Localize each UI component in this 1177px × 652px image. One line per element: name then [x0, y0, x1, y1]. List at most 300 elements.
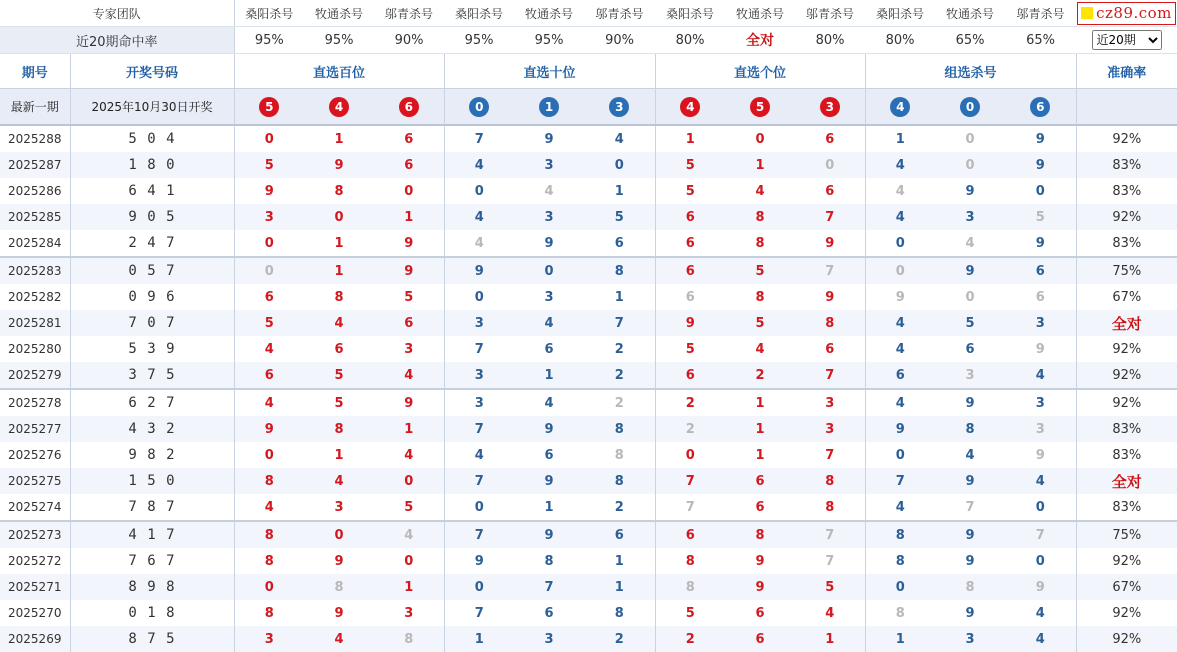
kill-number: 6	[334, 341, 344, 357]
kill-number: 9	[865, 416, 935, 442]
kill-number: 6	[965, 341, 975, 357]
accuracy-value: 全对	[1076, 468, 1177, 494]
latest-date: 2025年10月30日开奖	[70, 89, 234, 126]
latest-ball-cell	[795, 89, 865, 126]
hit-rate: 95%	[234, 27, 304, 54]
logo-text: cz89.com	[1096, 4, 1172, 22]
issue-number: 2025283	[0, 257, 70, 284]
latest-ball-cell	[865, 89, 935, 126]
kill-number: 0	[1005, 494, 1076, 521]
kill-number: 4	[304, 468, 374, 494]
kill-number: 9	[935, 468, 1005, 494]
kill-number: 4	[374, 521, 444, 548]
kill-number: 4	[304, 310, 374, 336]
kill-number: 4	[264, 341, 274, 357]
hit-rate: 90%	[374, 27, 444, 54]
ball: 0	[469, 97, 489, 117]
table-row	[0, 416, 1177, 442]
expert-header-row	[0, 0, 1177, 27]
accuracy-value: 92%	[1076, 389, 1177, 416]
accuracy-value: 75%	[1076, 257, 1177, 284]
kill-number: 6	[544, 605, 554, 621]
kill-number: 8	[584, 600, 655, 626]
kill-number: 4	[1005, 626, 1076, 652]
kill-number: 4	[895, 183, 905, 199]
col-hundreds: 直选百位	[234, 54, 444, 89]
kill-number: 0	[1005, 548, 1076, 574]
kill-number: 1	[444, 626, 514, 652]
kill-number: 0	[865, 574, 935, 600]
kill-number: 2	[655, 626, 725, 652]
kill-number: 8	[264, 605, 274, 621]
hit-rate-row	[0, 27, 1177, 54]
kill-number: 4	[374, 442, 444, 468]
kill-number: 5	[304, 389, 374, 416]
kill-number: 9	[544, 235, 554, 251]
kill-number: 9	[1005, 574, 1076, 600]
kill-number: 8	[234, 468, 304, 494]
kill-number: 0	[304, 204, 374, 230]
kill-number: 6	[544, 447, 554, 463]
kill-number: 9	[444, 257, 514, 284]
kill-number: 1	[584, 548, 655, 574]
kill-number: 0	[965, 131, 975, 147]
table-row	[0, 336, 1177, 362]
expert-name: 邬青杀号	[795, 0, 865, 27]
kill-number: 8	[685, 553, 695, 569]
kill-number: 5	[685, 605, 695, 621]
kill-number: 0	[1005, 178, 1076, 204]
kill-number: 9	[795, 284, 865, 310]
accuracy-value: 67%	[1112, 289, 1142, 305]
latest-ball-cell	[444, 89, 514, 126]
kill-number: 8	[935, 574, 1005, 600]
kill-number: 7	[795, 362, 865, 389]
kill-number: 0	[474, 289, 484, 305]
issue-number: 2025285	[0, 204, 70, 230]
kill-number: 6	[755, 499, 765, 515]
kill-number: 5	[655, 152, 725, 178]
kill-number: 4	[795, 600, 865, 626]
kill-number: 3	[374, 600, 444, 626]
kill-number: 2	[584, 626, 655, 652]
accuracy-value: 83%	[1076, 416, 1177, 442]
issue-number: 2025269	[0, 626, 70, 652]
logo-cell	[1076, 0, 1177, 27]
kill-number: 2	[584, 336, 655, 362]
latest-label: 最新一期	[0, 89, 70, 126]
kill-number: 0	[474, 499, 484, 515]
kill-number: 7	[655, 468, 725, 494]
issue-number: 2025278	[0, 389, 70, 416]
kill-number: 1	[374, 416, 444, 442]
kill-number: 2	[655, 389, 725, 416]
issue-number: 2025277	[0, 416, 70, 442]
kill-number: 0	[865, 257, 935, 284]
kill-number: 6	[655, 521, 725, 548]
draw-number: 8 9 8	[70, 574, 234, 600]
kill-number: 4	[514, 389, 584, 416]
hit-rate-label: 近20期命中率	[0, 27, 234, 54]
kill-number: 6	[685, 289, 695, 305]
kill-number: 7	[444, 416, 514, 442]
kill-number: 8	[655, 574, 725, 600]
kill-number: 4	[234, 389, 304, 416]
accuracy-value: 75%	[1076, 521, 1177, 548]
issue-number: 2025281	[0, 310, 70, 336]
issue-number: 2025280	[0, 336, 70, 362]
kill-number: 0	[264, 447, 274, 463]
draw-number: 3 7 5	[70, 362, 234, 389]
issue-number: 2025273	[0, 521, 70, 548]
ball: 4	[329, 97, 349, 117]
latest-ball-cell	[935, 89, 1005, 126]
kill-number: 9	[304, 152, 374, 178]
kill-number: 9	[474, 553, 484, 569]
ball: 3	[820, 97, 840, 117]
kill-number: 5	[304, 362, 374, 389]
kill-number: 0	[795, 152, 865, 178]
kill-number: 7	[1005, 521, 1076, 548]
kill-number: 2	[584, 389, 655, 416]
kill-number: 2	[725, 362, 795, 389]
kill-number: 0	[895, 447, 905, 463]
accuracy-value: 92%	[1076, 362, 1177, 389]
kill-number: 4	[865, 204, 935, 230]
kill-number: 5	[685, 183, 695, 199]
kill-number: 4	[965, 235, 975, 251]
table-row	[0, 125, 1177, 152]
kill-number: 9	[334, 605, 344, 621]
kill-number: 8	[795, 494, 865, 521]
kill-number: 4	[755, 341, 765, 357]
kill-number: 0	[965, 289, 975, 305]
kill-number: 9	[725, 574, 795, 600]
kill-number: 5	[795, 574, 865, 600]
kill-number: 5	[234, 310, 304, 336]
table-row	[0, 521, 1177, 548]
table-row	[0, 178, 1177, 204]
accuracy-value: 92%	[1076, 204, 1177, 230]
hit-rate: 65%	[1005, 27, 1076, 54]
hit-rate: 80%	[655, 27, 725, 54]
kill-number: 3	[1005, 389, 1076, 416]
table-row	[0, 230, 1177, 257]
kill-number: 1	[895, 131, 905, 147]
kill-number: 8	[584, 468, 655, 494]
kill-number: 9	[264, 183, 274, 199]
kill-number: 5	[935, 310, 1005, 336]
kill-number: 3	[444, 389, 514, 416]
kill-number: 9	[1005, 125, 1076, 152]
kill-number: 4	[544, 183, 554, 199]
kill-number: 3	[935, 204, 1005, 230]
kill-number: 4	[474, 447, 484, 463]
kill-number: 6	[865, 362, 935, 389]
kill-number: 1	[584, 574, 655, 600]
kill-number: 6	[655, 362, 725, 389]
kill-number: 9	[374, 389, 444, 416]
table-row	[0, 310, 1177, 336]
kill-number: 9	[334, 553, 344, 569]
kill-number: 1	[514, 362, 584, 389]
hit-rate: 95%	[304, 27, 374, 54]
kill-number: 9	[935, 257, 1005, 284]
accuracy-value: 83%	[1112, 183, 1142, 199]
draw-number: 9 8 2	[70, 442, 234, 468]
draw-number: 0 5 7	[70, 257, 234, 284]
kill-number: 3	[514, 626, 584, 652]
kill-number: 3	[544, 289, 554, 305]
kill-number: 4	[514, 310, 584, 336]
latest-ball-cell	[584, 89, 655, 126]
kill-number: 0	[474, 183, 484, 199]
draw-number: 1 5 0	[70, 468, 234, 494]
kill-number: 9	[1005, 442, 1076, 468]
kill-number: 1	[755, 447, 765, 463]
kill-number: 5	[685, 341, 695, 357]
accuracy-value: 83%	[1112, 235, 1142, 251]
kill-number: 4	[895, 499, 905, 515]
draw-number: 8 7 5	[70, 626, 234, 652]
issue-number: 2025271	[0, 574, 70, 600]
table-row	[0, 468, 1177, 494]
site-logo[interactable]	[1077, 2, 1176, 25]
kill-number: 8	[544, 553, 554, 569]
period-select-cell	[1076, 27, 1177, 54]
kill-number: 3	[795, 389, 865, 416]
kill-number: 4	[865, 152, 935, 178]
kill-number: 4	[965, 447, 975, 463]
kill-number: 7	[444, 468, 514, 494]
ball: 4	[890, 97, 910, 117]
kill-number: 5	[374, 494, 444, 521]
kill-number: 8	[755, 235, 765, 251]
issue-number: 2025279	[0, 362, 70, 389]
accuracy-value: 83%	[1112, 499, 1142, 515]
kill-number: 6	[374, 310, 444, 336]
draw-number: 4 1 7	[70, 521, 234, 548]
kill-number: 0	[234, 574, 304, 600]
hit-rate: 90%	[584, 27, 655, 54]
kill-number: 6	[584, 230, 655, 257]
issue-number: 2025274	[0, 494, 70, 521]
kill-number: 7	[444, 521, 514, 548]
kill-number: 4	[444, 204, 514, 230]
kill-number: 0	[234, 257, 304, 284]
latest-ball-cell	[234, 89, 304, 126]
kill-number: 6	[584, 521, 655, 548]
kill-number: 3	[514, 204, 584, 230]
kill-number: 9	[1005, 230, 1076, 257]
col-accuracy: 准确率	[1076, 54, 1177, 89]
table-row	[0, 257, 1177, 284]
kill-number: 3	[444, 310, 514, 336]
expert-name: 邬青杀号	[1005, 0, 1076, 27]
col-draw: 开奖号码	[70, 54, 234, 89]
issue-number: 2025286	[0, 178, 70, 204]
draw-number: 0 9 6	[70, 284, 234, 310]
kill-number: 4	[304, 626, 374, 652]
accuracy-value: 92%	[1112, 131, 1142, 147]
kill-number: 6	[725, 626, 795, 652]
kill-number: 7	[474, 605, 484, 621]
kill-number: 5	[374, 284, 444, 310]
latest-ball-cell	[655, 89, 725, 126]
issue-number: 2025272	[0, 548, 70, 574]
table-row	[0, 600, 1177, 626]
kill-number: 6	[1005, 284, 1076, 310]
issue-number: 2025275	[0, 468, 70, 494]
expert-name: 桑阳杀号	[234, 0, 304, 27]
kill-number: 1	[544, 499, 554, 515]
kill-number: 0	[584, 152, 655, 178]
kill-number: 7	[865, 468, 935, 494]
kill-number: 7	[795, 204, 865, 230]
table-row	[0, 574, 1177, 600]
kill-number: 6	[655, 257, 725, 284]
accuracy-value: 92%	[1112, 605, 1142, 621]
kill-number: 4	[755, 183, 765, 199]
kill-number: 1	[725, 152, 795, 178]
ball: 6	[1030, 97, 1050, 117]
kill-number: 9	[1005, 152, 1076, 178]
accuracy-value: 92%	[1112, 553, 1142, 569]
table-row	[0, 548, 1177, 574]
kill-number: 9	[374, 230, 444, 257]
draw-number: 5 3 9	[70, 336, 234, 362]
latest-accuracy	[1076, 89, 1177, 126]
issue-number: 2025276	[0, 442, 70, 468]
kill-number: 6	[1005, 257, 1076, 284]
kill-number: 4	[264, 499, 274, 515]
kill-number: 8	[374, 626, 444, 652]
kill-number: 1	[304, 257, 374, 284]
kill-number: 6	[795, 178, 865, 204]
issue-number: 2025270	[0, 600, 70, 626]
kill-number: 2	[584, 494, 655, 521]
kill-number: 0	[304, 521, 374, 548]
kill-number: 1	[685, 131, 695, 147]
period-select[interactable]	[1092, 30, 1162, 50]
accuracy-value: 92%	[1076, 626, 1177, 652]
kill-number: 8	[334, 183, 344, 199]
col-tens: 直选十位	[444, 54, 655, 89]
kill-number: 6	[374, 125, 444, 152]
kill-number: 9	[935, 389, 1005, 416]
kill-number: 3	[374, 336, 444, 362]
draw-number: 9 0 5	[70, 204, 234, 230]
issue-number: 2025282	[0, 284, 70, 310]
kill-number: 2	[655, 416, 725, 442]
ball: 5	[259, 97, 279, 117]
kill-number: 1	[334, 235, 344, 251]
kill-number: 9	[965, 605, 975, 621]
kill-number: 4	[895, 341, 905, 357]
kill-number: 6	[795, 125, 865, 152]
kill-number: 8	[795, 310, 865, 336]
expert-name: 桑阳杀号	[655, 0, 725, 27]
kill-number: 8	[584, 416, 655, 442]
kill-number: 9	[544, 131, 554, 147]
kill-number: 8	[304, 574, 374, 600]
ball: 1	[539, 97, 559, 117]
accuracy-value: 92%	[1112, 341, 1142, 357]
latest-ball-cell	[374, 89, 444, 126]
kill-number: 6	[755, 605, 765, 621]
draw-number: 0 1 8	[70, 600, 234, 626]
expert-name: 牧通杀号	[725, 0, 795, 27]
kill-number: 8	[725, 521, 795, 548]
kill-number: 9	[795, 230, 865, 257]
latest-ball-cell	[725, 89, 795, 126]
draw-number: 6 4 1	[70, 178, 234, 204]
kill-number: 4	[474, 235, 484, 251]
kill-number: 3	[444, 362, 514, 389]
draw-number: 1 8 0	[70, 152, 234, 178]
ball: 4	[680, 97, 700, 117]
kill-number: 0	[264, 131, 274, 147]
draw-number: 4 3 2	[70, 416, 234, 442]
kill-number: 7	[514, 574, 584, 600]
hit-rate: 全对	[725, 27, 795, 54]
kill-number: 7	[474, 131, 484, 147]
kill-number: 3	[334, 499, 344, 515]
draw-number: 2 4 7	[70, 230, 234, 257]
table-row	[0, 494, 1177, 521]
col-ones: 直选个位	[655, 54, 865, 89]
expert-name: 桑阳杀号	[444, 0, 514, 27]
kill-number: 3	[795, 416, 865, 442]
kill-number: 9	[1005, 336, 1076, 362]
kill-number: 3	[514, 152, 584, 178]
kill-number: 9	[514, 521, 584, 548]
accuracy-value: 67%	[1076, 574, 1177, 600]
kill-number: 6	[655, 204, 725, 230]
kill-number: 8	[334, 289, 344, 305]
kill-number: 7	[795, 442, 865, 468]
accuracy-value: 83%	[1112, 447, 1142, 463]
kill-number: 1	[584, 178, 655, 204]
draw-number: 5 0 4	[70, 125, 234, 152]
kill-number: 0	[685, 447, 695, 463]
kill-number: 4	[374, 362, 444, 389]
kill-number: 8	[584, 257, 655, 284]
issue-number: 2025288	[0, 125, 70, 152]
column-header-row	[0, 54, 1177, 89]
team-label: 专家团队	[0, 0, 234, 27]
kill-number: 6	[544, 341, 554, 357]
draw-number: 7 0 7	[70, 310, 234, 336]
kill-number: 1	[725, 389, 795, 416]
kill-number: 6	[725, 468, 795, 494]
kill-number: 8	[935, 416, 1005, 442]
kill-number: 3	[234, 204, 304, 230]
kill-number: 5	[234, 152, 304, 178]
kill-number: 5	[725, 310, 795, 336]
kill-number: 0	[935, 152, 1005, 178]
kill-number: 0	[374, 178, 444, 204]
hit-rate: 80%	[795, 27, 865, 54]
kill-number: 9	[755, 553, 765, 569]
kill-number: 9	[965, 183, 975, 199]
kill-number: 9	[655, 310, 725, 336]
kill-number: 8	[584, 442, 655, 468]
kill-number: 4	[1005, 468, 1076, 494]
kill-number: 9	[895, 289, 905, 305]
expert-name: 邬青杀号	[374, 0, 444, 27]
table-row	[0, 362, 1177, 389]
